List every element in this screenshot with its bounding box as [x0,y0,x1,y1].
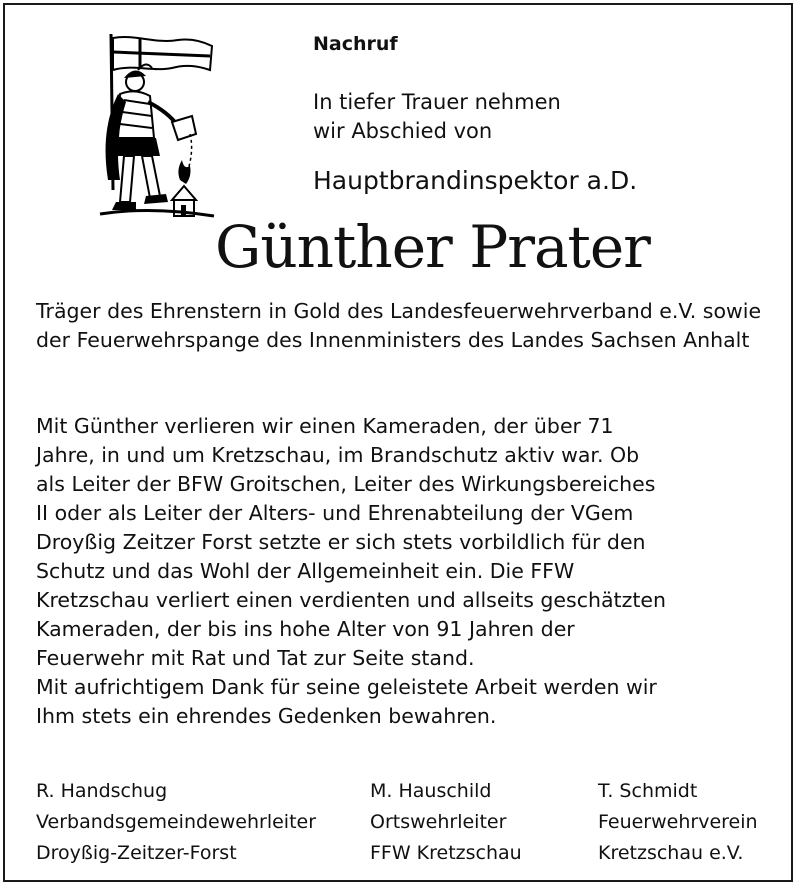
tribute-line: II oder als Leiter der Alters- und Ehrenabteilung der VGem [36,501,634,525]
tribute-line: Ihm stets ein ehrendes Gedenken bewahren. [36,704,497,728]
tribute-line: Droyßig Zeitzer Forst setzte er sich stets vorbildlich für den [36,530,646,554]
signatory-organization: FFW Kretzschau [370,842,522,864]
tribute-line: Mit Günther verlieren wir einen Kameraden, der über 71 [36,414,614,438]
signatory-title: Ortswehrleiter [370,811,507,833]
signatory-title: Feuerwehrverein [598,811,758,833]
signatory-name: R. Handschug [36,780,168,802]
signature-block [36,776,316,869]
deceased-rank: Hauptbrandinspektor a.D. [313,166,638,195]
tribute-line: Schutz und das Wohl der Allgemeinheit ein. Die FFW [36,559,575,583]
signature-block [598,776,758,869]
notice-heading: Nachruf [313,33,398,55]
intro-text [313,88,561,146]
deceased-name: Günther Prater [215,213,650,281]
st-florian-fire-emblem-icon [80,30,220,225]
honors-paragraph: Träger des Ehrenstern in Gold des Landesfeuerwehrverband e.V. sowie der Feuerwehrspange des Innenministers des Landes Sachsen Anhalt [36,299,762,352]
signature-block [370,776,522,869]
tribute-line: als Leiter der BFW Groitschen, Leiter des Wirkungsbereiches [36,472,656,496]
tribute-line: Kameraden, der bis ins hohe Alter von 91 Jahren der [36,617,575,641]
signatory-name: T. Schmidt [598,780,698,802]
intro-line: In tiefer Trauer nehmen [313,90,561,114]
signatory-organization: Kretzschau e.V. [598,842,744,864]
tribute-line: Mit aufrichtigem Dank für seine geleistete Arbeit werden wir [36,675,657,699]
intro-line: wir Abschied von [313,119,493,143]
tribute-line: Kretzschau verliert einen verdienten und allseits geschätzten [36,588,666,612]
tribute-paragraph [36,412,786,731]
signatory-organization: Droyßig-Zeitzer-Forst [36,842,237,864]
signatory-name: M. Hauschild [370,780,492,802]
signatory-title: Verbandsgemeindewehrleiter [36,811,317,833]
tribute-line: Feuerwehr mit Rat und Tat zur Seite stand. [36,646,475,670]
tribute-line: Jahre, in und um Kretzschau, im Brandschutz aktiv war. Ob [36,443,640,467]
